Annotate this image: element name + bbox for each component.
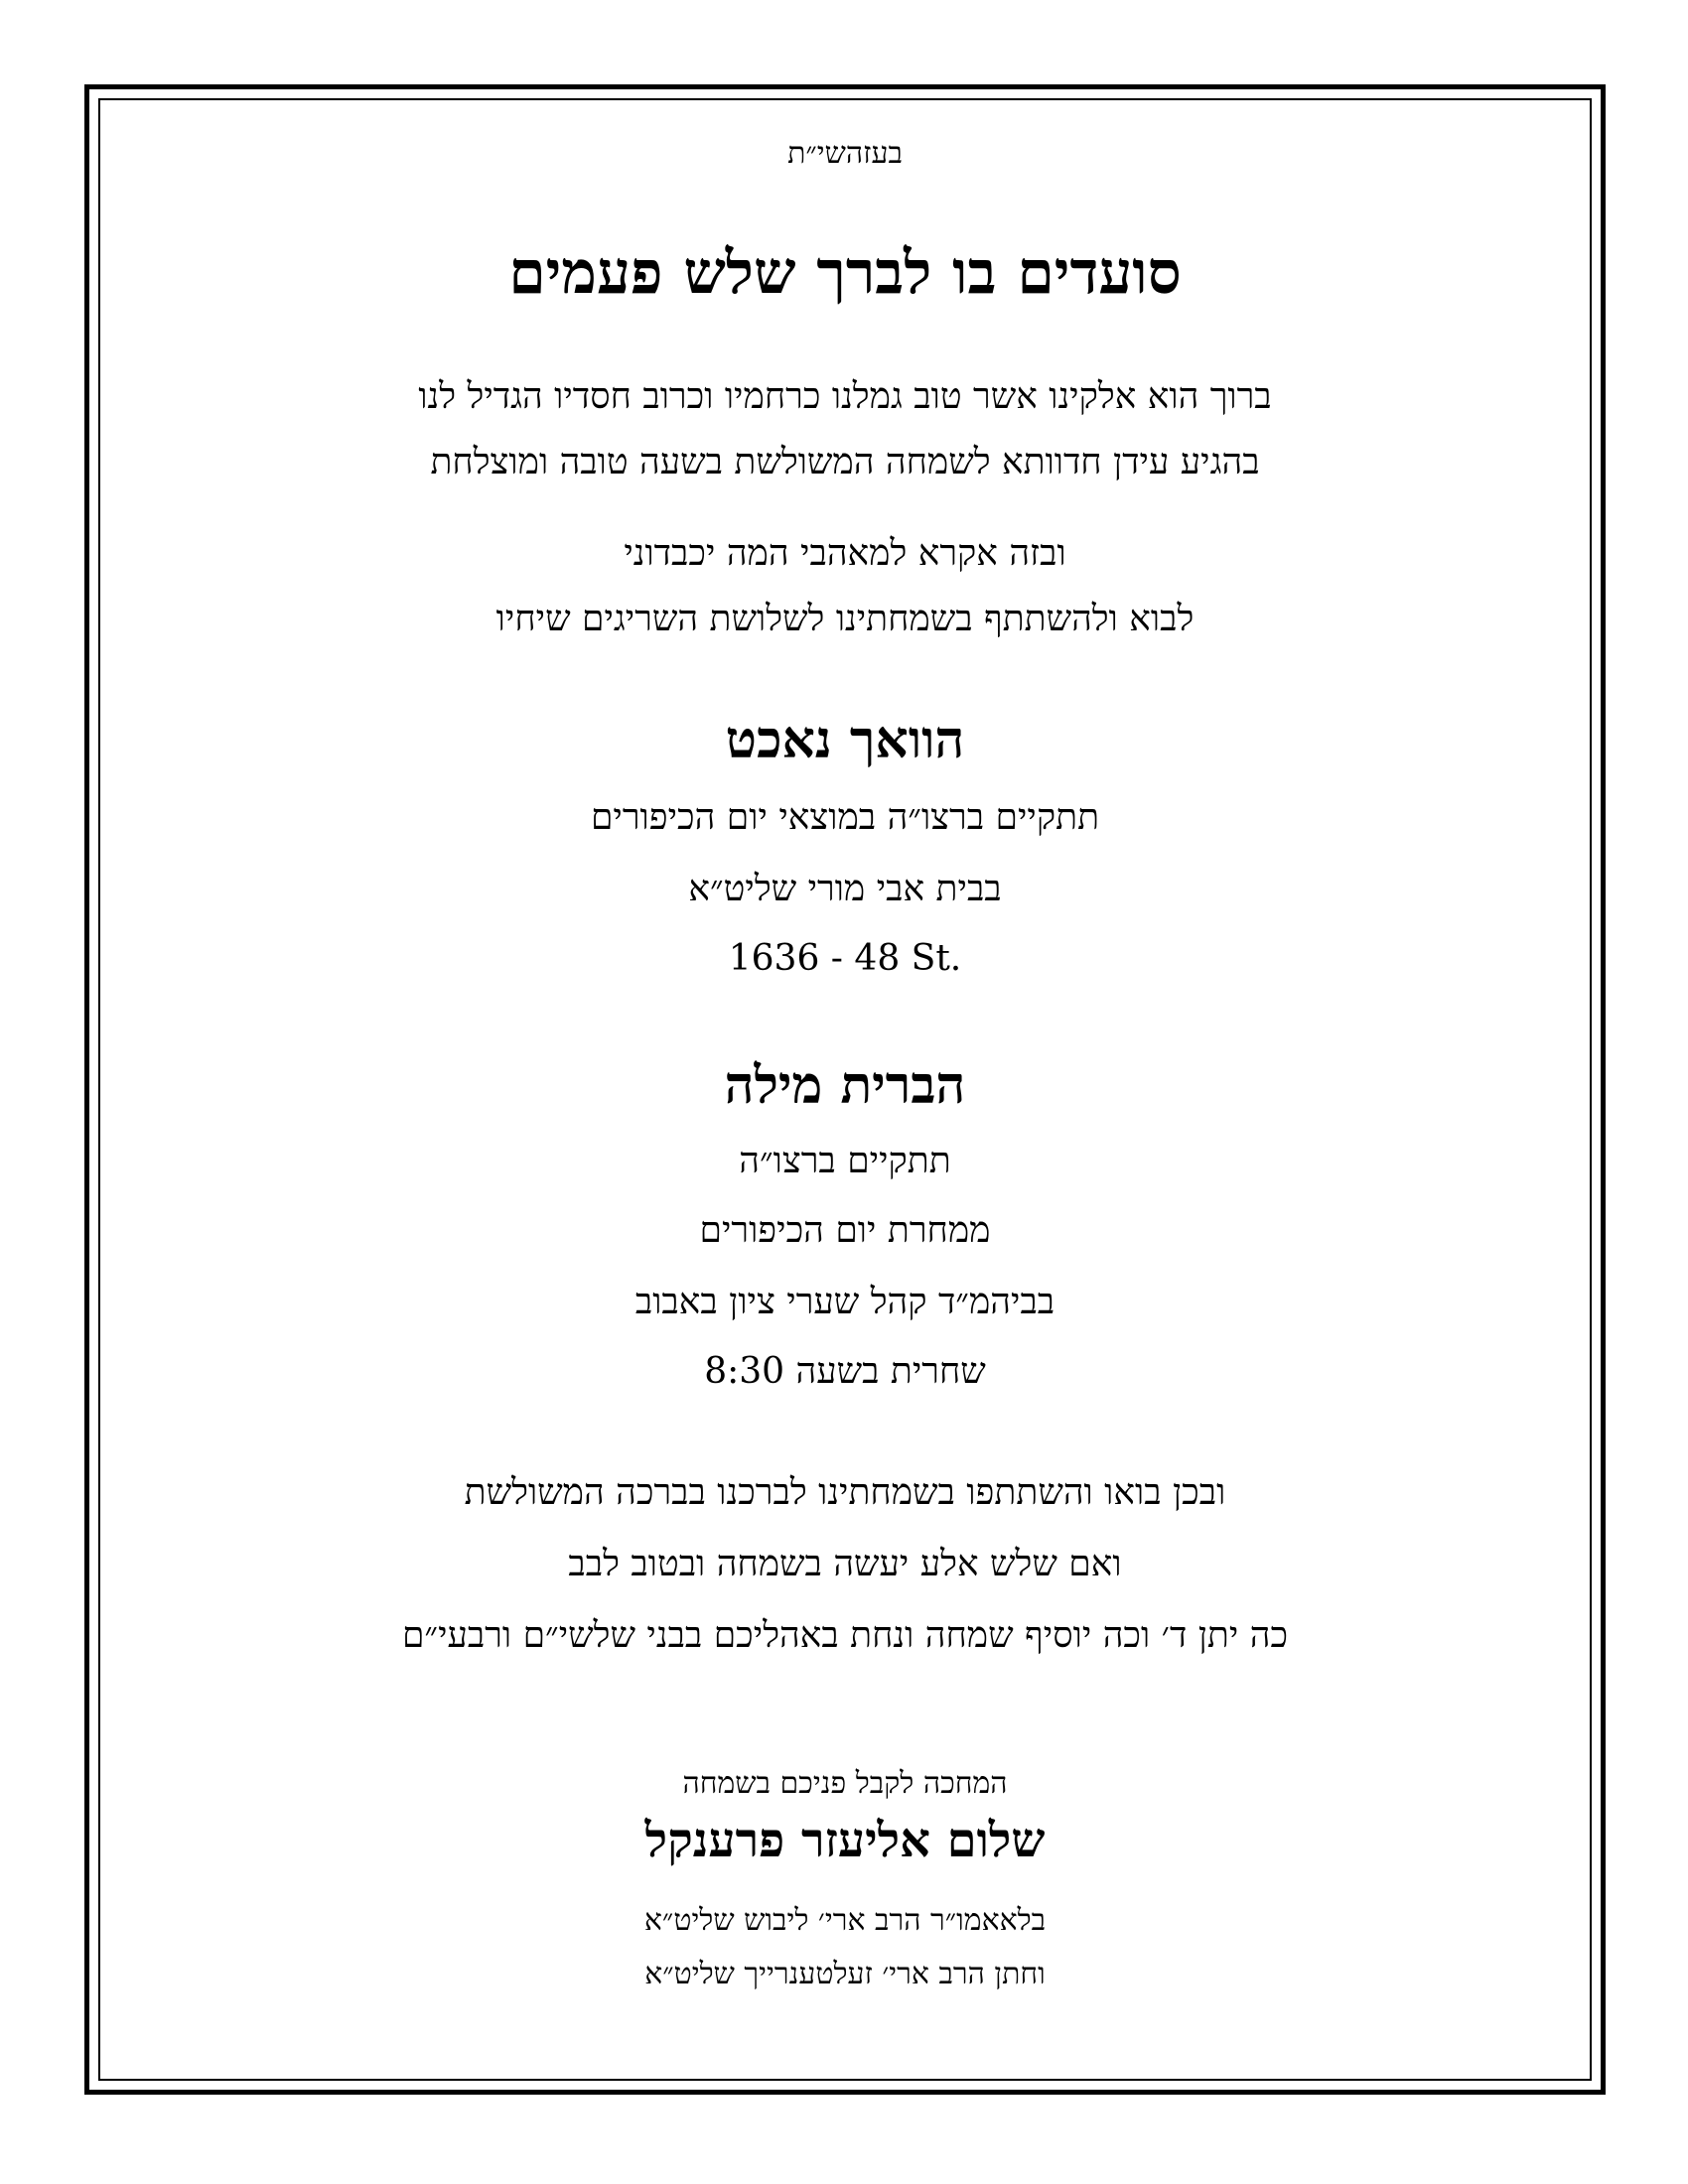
- host-father: בלאאמו״ר הרב ארי׳ ליבוש שליט״א: [643, 1903, 1047, 1938]
- dedication-text: בעזהשי״ת: [787, 136, 903, 171]
- wachnacht-line-2: בבית אבי מורי שליט״א: [688, 869, 1002, 909]
- closing-line-3: כה יתן ד׳ וכה יוסיף שמחה ונחת באהליכם בבני שלשי״ם ורבעי״ם: [401, 1615, 1289, 1656]
- closing-line-1: ובכן בואו והשתתפו בשמחתינו לברכנו בברכה המשולשת: [464, 1472, 1226, 1513]
- opening-line-2: בהגיע עידן חדוותא לשמחה המשולשת בשעה טובה ומוצלחת: [430, 442, 1260, 482]
- invitation-title: סועדים בו לברך שלש פעמים: [508, 238, 1182, 308]
- bris-line-1: תתקיים ברצו״ה: [739, 1141, 951, 1181]
- host-name: שלום אליעזר פרענקל: [644, 1813, 1046, 1868]
- opening-line-3: ובזה אקרא למאהבי המה יכבדוני: [624, 533, 1066, 574]
- bris-line-4: שחרית בשעה 8:30: [704, 1351, 986, 1392]
- host-father-in-law: וחתן הרב ארי׳ זעלטענרייך שליט״א: [644, 1957, 1046, 1991]
- bris-line-2: ממחרת יום הכיפורים: [699, 1210, 991, 1251]
- bris-line-3: בביהמ״ד קהל שערי ציון באבוב: [634, 1282, 1055, 1322]
- invitation-body: [109, 109, 1581, 2070]
- signature-intro: המחכה לקבל פניכם בשמחה: [682, 1766, 1008, 1801]
- wachnacht-address-row: [109, 938, 1581, 979]
- wachnacht-heading: הוואך נאכט: [725, 710, 965, 770]
- wachnacht-address: 1636 - 48 St.: [728, 938, 962, 979]
- opening-line-4: לבוא ולהשתתף בשמחתינו לשלושת השריגים שיחיו: [495, 599, 1195, 639]
- bris-heading: הברית מילה: [724, 1055, 966, 1116]
- closing-line-2: ואם שלש אלע יעשה בשמחה ובטוב לבב: [568, 1544, 1122, 1584]
- wachnacht-line-1: תתקיים ברצו״ה במוצאי יום הכיפורים: [590, 797, 1100, 838]
- opening-line-1: ברוך הוא אלקינו אשר טוב גמלנו כרחמיו וכרוב חסדיו הגדיל לנו: [418, 376, 1272, 417]
